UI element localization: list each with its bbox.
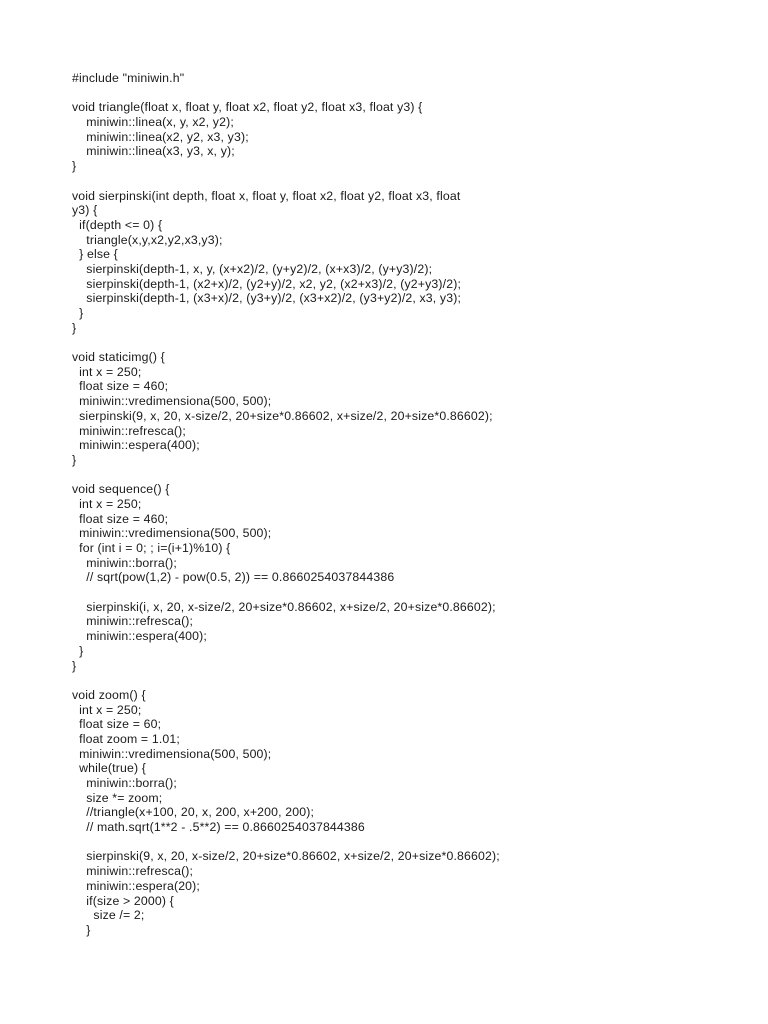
code-line: sierpinski(depth-1, (x3+x)/2, (y3+y)/2, (x3+x2)/2, (y3+y2)/2, x3, y3); <box>72 291 462 306</box>
code-line: miniwin::borra(); <box>72 776 177 790</box>
code-line: } <box>72 320 77 335</box>
code-line <box>72 673 500 688</box>
code-line: void sierpinski(int depth, float x, float y, float x2, float y2, float x3, float <box>72 188 461 203</box>
code-line: miniwin::linea(x2, y2, x3, y3); <box>72 129 249 144</box>
code-line: miniwin::vredimensiona(500, 500); <box>72 746 272 761</box>
code-line: size /= 2; <box>72 908 145 923</box>
code-line: sierpinski(9, x, 20, x-size/2, 20+size*0.86602, x+size/2, 20+size*0.86602); <box>72 408 493 423</box>
code-line <box>72 335 500 350</box>
code-line: miniwin::refresca(); <box>72 614 194 629</box>
code-line: } <box>72 658 77 673</box>
code-line: miniwin::espera(400); <box>72 629 207 644</box>
code-line <box>72 585 500 600</box>
code-line: // sqrt(pow(1,2) - pow(0.5, 2)) == 0.8660254037844386 <box>72 570 395 585</box>
code-line <box>72 835 500 850</box>
code-line: miniwin::vredimensiona(500, 500); <box>72 394 272 409</box>
code-line: void zoom() { <box>72 687 146 702</box>
code-line: } <box>72 306 84 320</box>
code-line: void staticimg() { <box>72 350 165 365</box>
code-line: miniwin::vredimensiona(500, 500); <box>72 526 272 541</box>
code-line <box>72 174 500 189</box>
code-line: float size = 460; <box>72 379 169 394</box>
code-line: } <box>72 452 77 467</box>
code-line: if(size > 2000) { <box>72 893 174 908</box>
code-line: while(true) { <box>72 761 147 776</box>
code-line: miniwin::espera(400); <box>72 438 200 453</box>
code-line: void triangle(float x, float y, float x2, float y2, float x3, float y3) { <box>72 100 423 115</box>
code-line: } <box>72 922 91 937</box>
code-line <box>72 468 500 483</box>
code-line: miniwin::linea(x, y, x2, y2); <box>72 115 234 130</box>
code-listing <box>72 71 500 938</box>
code-line: miniwin::espera(20); <box>72 878 200 893</box>
code-line: y3) { <box>72 203 98 218</box>
code-line: miniwin::borra(); <box>72 555 177 570</box>
code-line: triangle(x,y,x2,y2,x3,y3); <box>72 232 223 247</box>
code-line: miniwin::linea(x3, y3, x, y); <box>72 144 235 159</box>
code-line: sierpinski(9, x, 20, x-size/2, 20+size*0.86602, x+size/2, 20+size*0.86602); <box>72 849 500 864</box>
code-line: float size = 460; <box>72 511 169 526</box>
code-line: float zoom = 1.01; <box>72 731 180 746</box>
code-line: float size = 60; <box>72 717 162 732</box>
code-line: } else { <box>72 247 118 262</box>
code-line: miniwin::refresca(); <box>72 423 186 438</box>
code-line: int x = 250; <box>72 364 142 379</box>
code-line: for (int i = 0; ; i=(i+1)%10) { <box>72 541 231 555</box>
code-line: } <box>72 643 84 658</box>
code-line: } <box>72 159 77 174</box>
code-line: // math.sqrt(1**2 - .5**2) == 0.8660254037844386 <box>72 820 365 835</box>
code-line: size *= zoom; <box>72 790 163 805</box>
code-line: miniwin::refresca(); <box>72 864 194 879</box>
code-line <box>72 86 500 101</box>
code-line: if(depth <= 0) { <box>72 217 163 232</box>
code-line: //triangle(x+100, 20, x, 200, x+200, 200); <box>72 805 315 820</box>
code-line: void sequence() { <box>72 482 170 497</box>
code-line: sierpinski(depth-1, x, y, (x+x2)/2, (y+y2)/2, (x+x3)/2, (y+y3)/2); <box>72 261 433 276</box>
code-line: int x = 250; <box>72 496 142 511</box>
code-line: #include "miniwin.h" <box>72 71 185 85</box>
code-line: sierpinski(depth-1, (x2+x)/2, (y2+y)/2, x2, y2, (x2+x3)/2, (y2+y3)/2); <box>72 276 462 291</box>
code-line: sierpinski(i, x, 20, x-size/2, 20+size*0.86602, x+size/2, 20+size*0.86602); <box>72 599 496 614</box>
code-line: int x = 250; <box>72 702 142 717</box>
